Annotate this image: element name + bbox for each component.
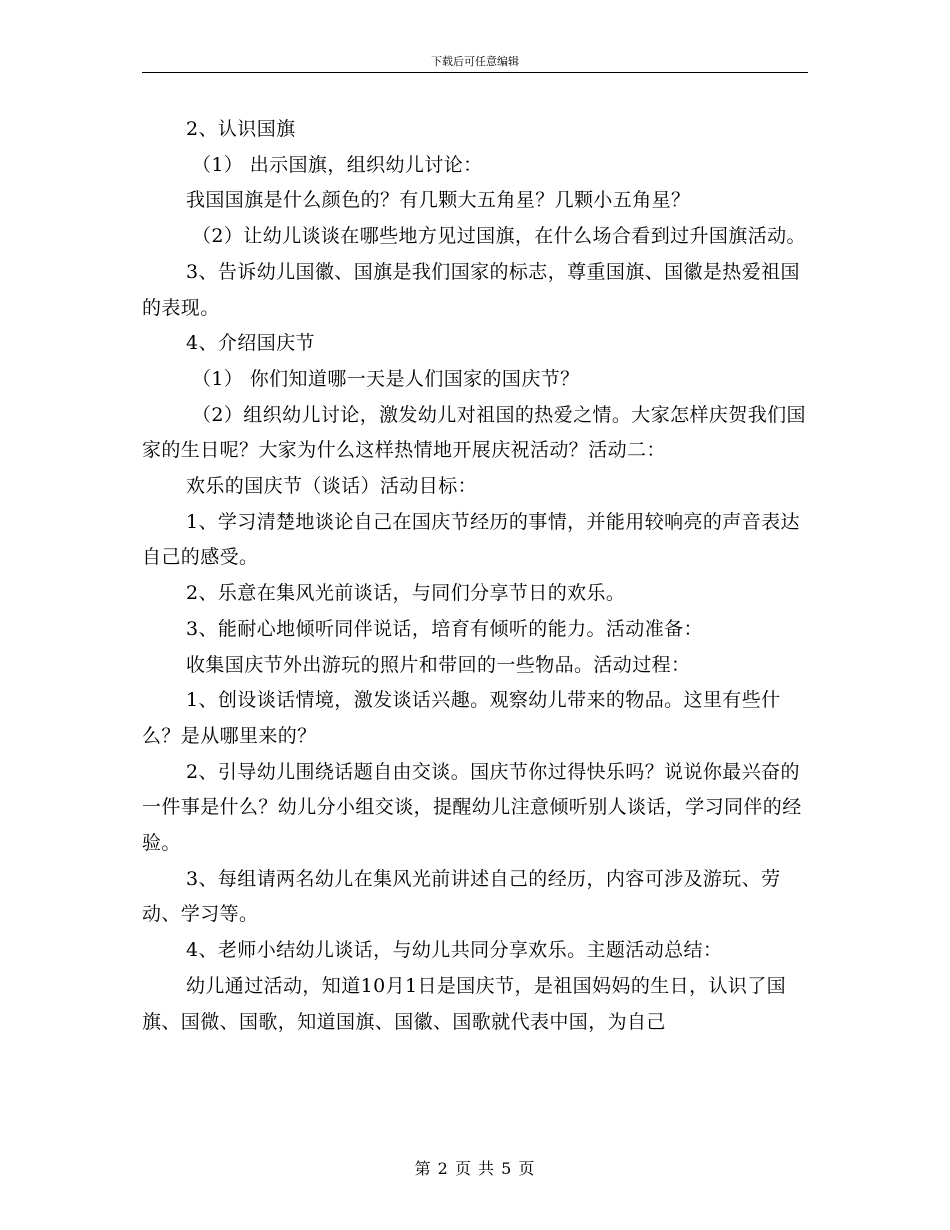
page-header: 下载后可任意编辑: [431, 55, 519, 68]
paragraph: （1） 你们知道哪一天是人们国家的国庆节？: [192, 367, 580, 390]
paragraph: 3、能耐心地倾听同伴说话，培育有倾听的能力。活动准备：: [186, 617, 703, 640]
paragraph: 3、每组请两名幼儿在集风光前讲述自己的经历，内容可涉及游玩、劳动、学习等。: [142, 867, 781, 926]
paragraph: 幼儿通过活动，知道10月1日是国庆节，是祖国妈妈的生日，认识了国旗、国微、国歌，知道国旗、国徽、国歌就代表中国，为自己: [142, 974, 787, 1033]
paragraph: 1、创设谈话情境，激发谈话兴趣。观察幼儿带来的物品。这里有些什么？是从哪里来的？: [142, 689, 781, 747]
paragraph: （1） 出示国旗，组织幼儿讨论：: [192, 153, 483, 176]
paragraph: 2、认识国旗: [186, 118, 296, 140]
paragraph: 2、引导幼儿围绕话题自由交谈。国庆节你过得快乐吗？说说你最兴奋的一件事是什么？幼儿分小组交谈，提醒幼儿注意倾听别人谈话，学习同伴的经验。: [142, 760, 802, 855]
paragraph: （2）组织幼儿讨论，激发幼儿对祖国的热爱之情。大家怎样庆贺我们国家的生日呢？大家为什么这样热情地开展庆祝活动？活动二：: [142, 403, 806, 462]
document-body: [142, 112, 814, 1040]
paragraph: 我国国旗是什么颜色的？有几颗大五角星？几颗小五角星？: [186, 189, 691, 212]
paragraph: 2、乐意在集风光前谈话，与同们分享节日的欢乐。: [186, 582, 626, 605]
paragraph: 1、学习清楚地谈论自己在国庆节经历的事情，并能用较响亮的声音表达自己的感受。: [142, 510, 800, 569]
paragraph: 欢乐的国庆节（谈话）活动目标：: [186, 475, 478, 498]
paragraph: 4、介绍国庆节: [186, 332, 315, 355]
paragraph: 4、老师小结幼儿谈话，与幼儿共同分享欢乐。主题活动总结：: [186, 939, 723, 962]
page-footer: 第 2 页 共 5 页: [414, 1159, 536, 1178]
header-rule: [142, 72, 808, 73]
paragraph: 收集国庆节外出游玩的照片和带回的一些物品。活动过程：: [186, 653, 691, 676]
paragraph: 3、告诉幼儿国徽、国旗是我们国家的标志，尊重国旗、国徽是热爱祖国的表现。: [142, 260, 800, 319]
paragraph: （2）让幼儿谈谈在哪些地方见过国旗，在什么场合看到过升国旗活动。: [192, 225, 806, 248]
